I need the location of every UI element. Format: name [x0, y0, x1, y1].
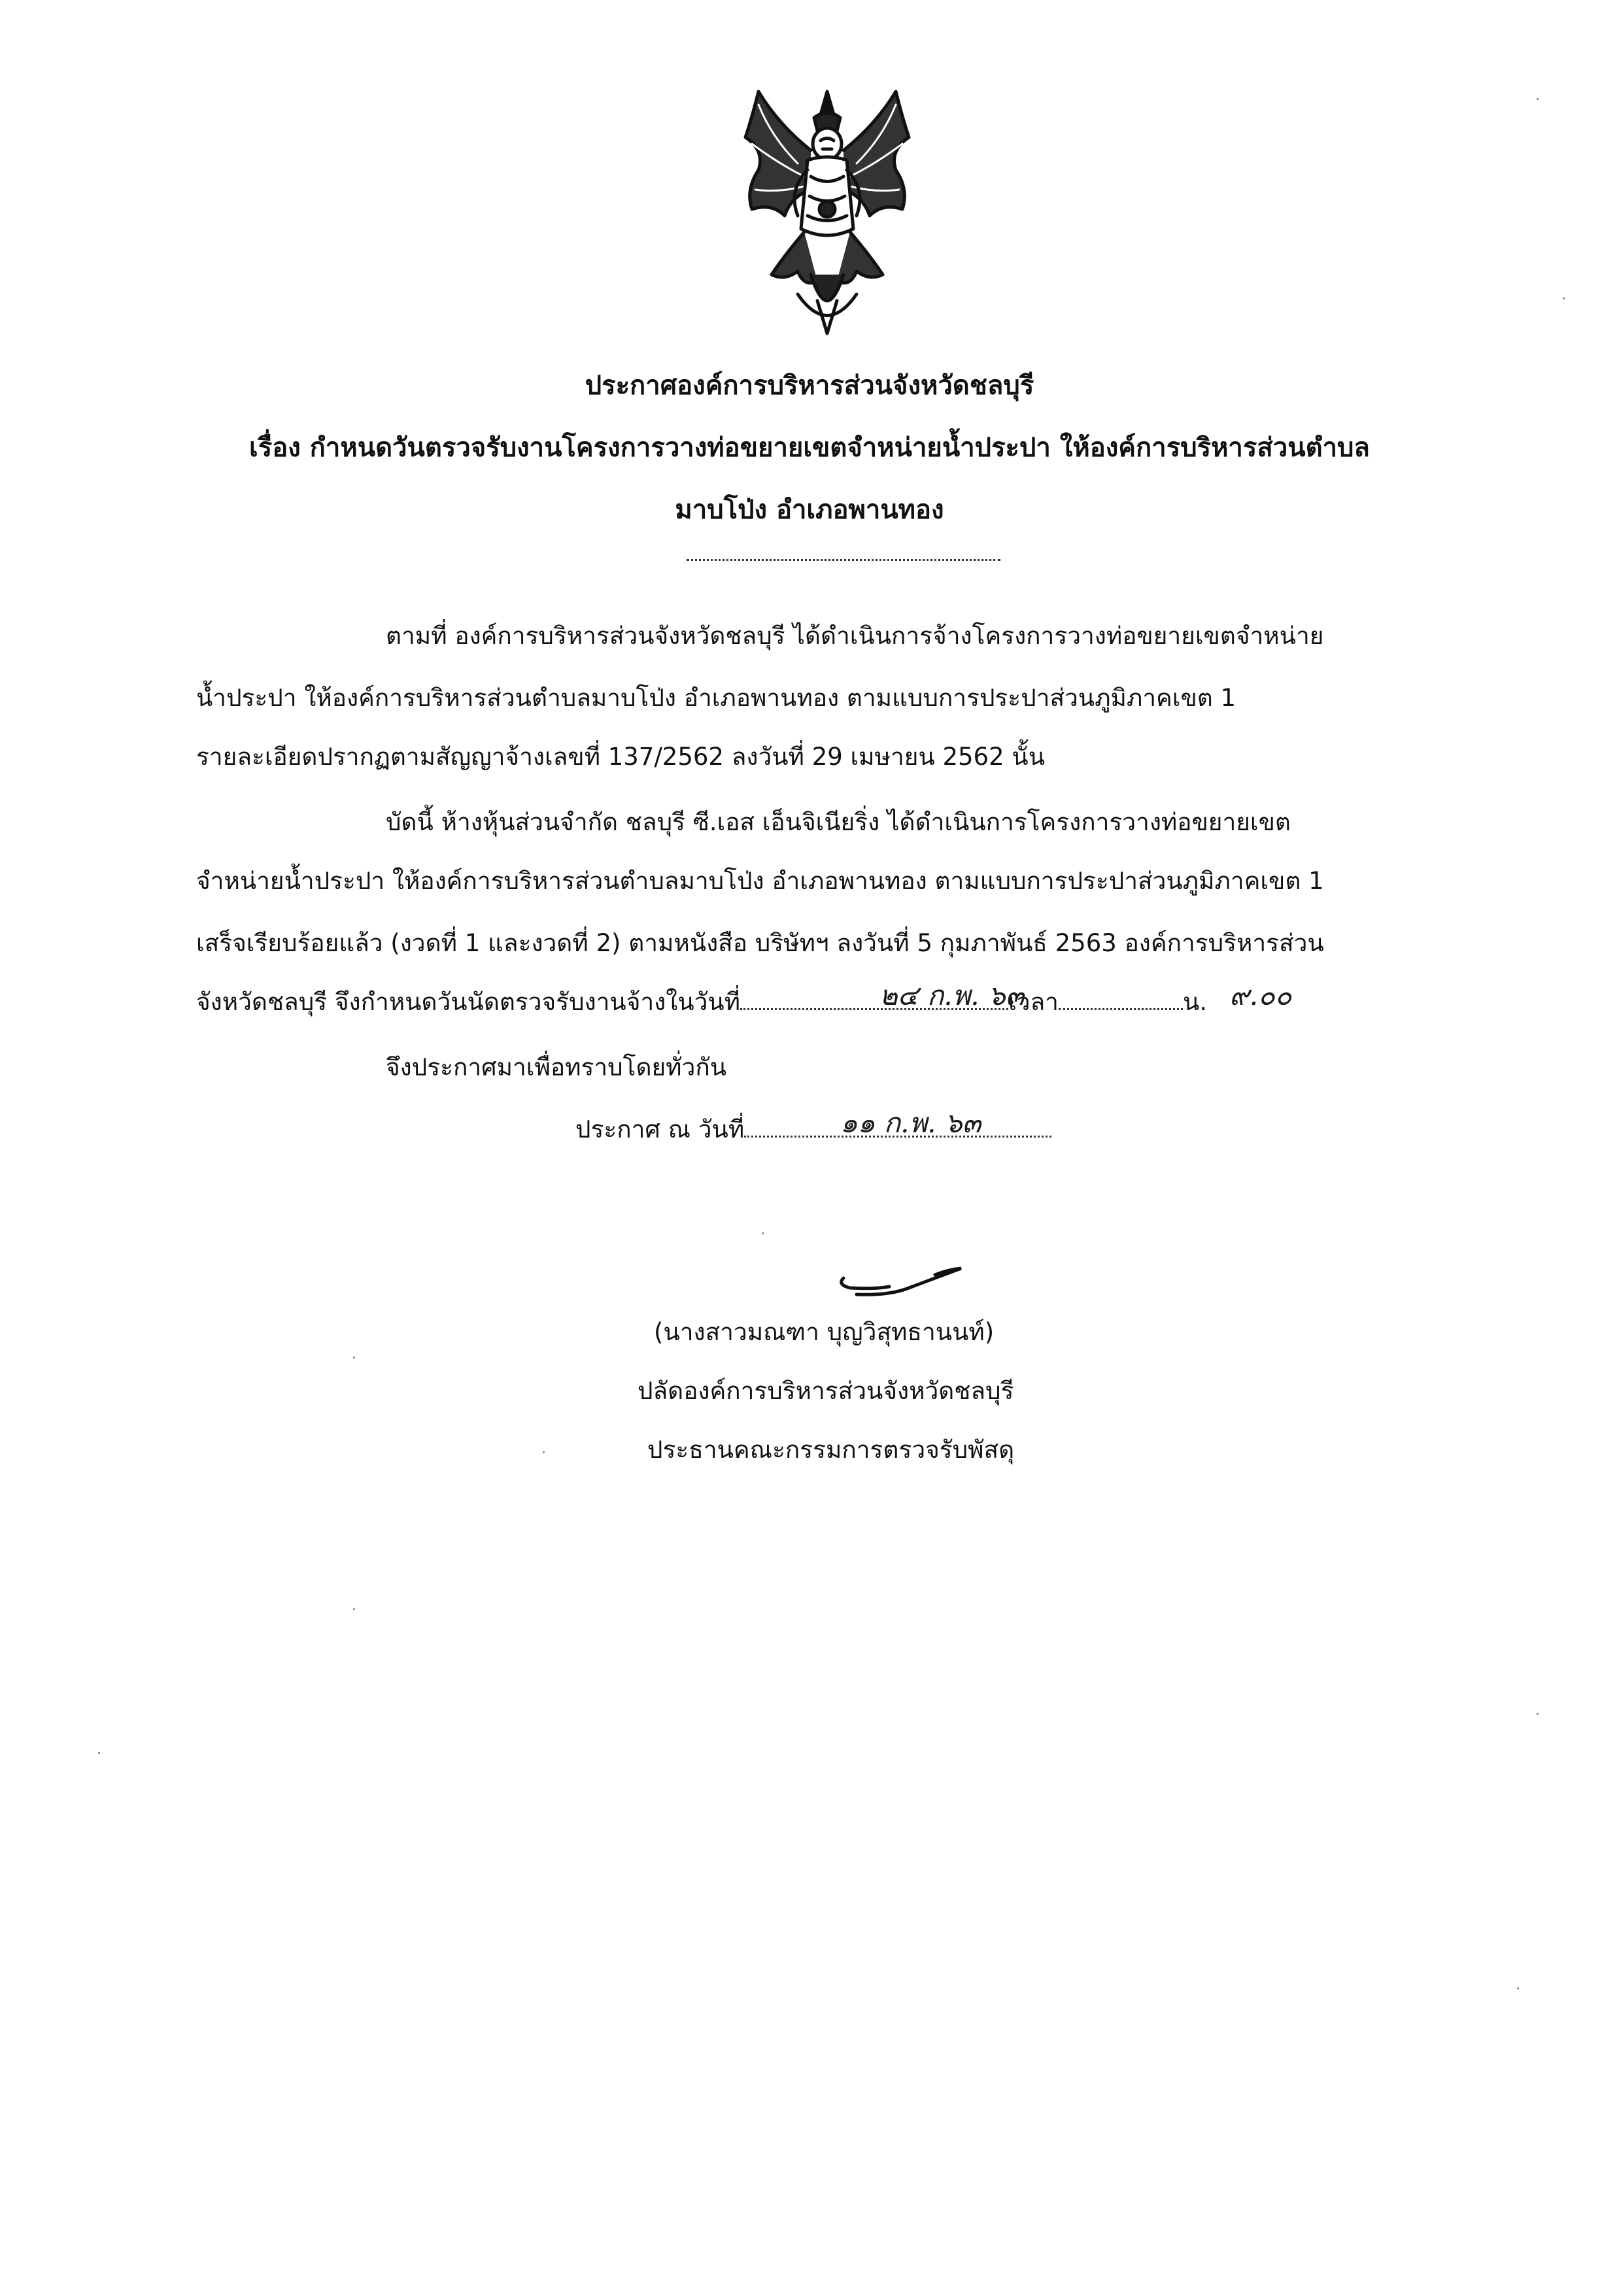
scan-speck	[1537, 98, 1539, 100]
subject-line-1: เรื่อง กำหนดวันตรวจรับงานโครงการวางท่อขยายเขตจำหน่ายน้ำประปา ให้องค์การบริหารส่วนตำบล	[249, 433, 1370, 463]
paragraph1-line2: น้ำประปา ให้องค์การบริหารส่วนตำบลมาบโป่ง อำเภอพานทอง ตามแบบการประปาส่วนภูมิภาคเขต 1	[196, 684, 1236, 712]
time-unit: น.	[1182, 988, 1208, 1016]
separator-dotted-line	[687, 559, 1000, 561]
signatory-position: ปลัดองค์การบริหารส่วนจังหวัดชลบุรี	[638, 1377, 1014, 1405]
announce-date-label: ประกาศ ณ วันที่	[575, 1115, 745, 1143]
signatory-role: ประธานคณะกรรมการตรวจรับพัสดุ	[647, 1436, 1015, 1464]
garuda-emblem	[732, 78, 922, 340]
paragraph2-line3: เสร็จเรียบร้อยแล้ว (งวดที่ 1 และงวดที่ 2) ตามหนังสือ บริษัทฯ ลงวันที่ 5 กุมภาพันธ์ 2563 องค์การบริหารส่วน	[196, 929, 1324, 957]
scan-speck	[98, 1752, 100, 1754]
paragraph2-line2: จำหน่ายน้ำประปา ให้องค์การบริหารส่วนตำบลมาบโป่ง อำเภอพานทอง ตามแบบการประปาส่วนภูมิภาคเขต 1	[196, 867, 1324, 895]
closing-statement: จึงประกาศมาเพื่อทราบโดยทั่วกัน	[386, 1053, 727, 1081]
paragraph2-line4	[196, 984, 1207, 1021]
document-title: ประกาศองค์การบริหารส่วนจังหวัดชลบุรี	[585, 371, 1034, 401]
scan-speck	[353, 1608, 355, 1610]
handwritten-inspection-date: ๒๔ ก.พ. ๖๓	[879, 979, 1025, 1011]
inspection-date-label: จังหวัดชลบุรี จึงกำหนดวันนัดตรวจรับงานจ้างในวันที่	[196, 988, 741, 1016]
scan-speck	[1563, 297, 1565, 299]
scan-speck	[762, 1232, 764, 1234]
time-field	[1059, 985, 1183, 1010]
paragraph1-line1: ตามที่ องค์การบริหารส่วนจังหวัดชลบุรี ได้ดำเนินการจ้างโครงการวางท่อขยายเขตจำหน่าย	[386, 622, 1324, 650]
paragraph2-line1: บัดนี้ ห้างหุ้นส่วนจำกัด ชลบุรี ซี.เอส เอ็นจิเนียริ่ง ได้ดำเนินการโครงการวางท่อขยายเขต	[386, 808, 1291, 836]
handwritten-announce-date: ๑๑ ก.พ. ๖๓	[840, 1107, 981, 1139]
time-label: เวลา	[1008, 988, 1059, 1016]
scan-speck	[1517, 1987, 1519, 1989]
scan-speck	[1537, 1713, 1539, 1715]
scan-speck	[543, 1451, 545, 1453]
signatory-name: (นางสาวมณฑา บุญวิสุทธานนท์)	[654, 1318, 995, 1346]
handwritten-inspection-time: ๙.๐๐	[1229, 979, 1292, 1011]
subject-line-2: มาบโป่ง อำเภอพานทอง	[675, 495, 944, 525]
handwritten-signature	[830, 1249, 981, 1314]
paragraph1-line3: รายละเอียดปรากฏตามสัญญาจ้างเลขที่ 137/2562 ลงวันที่ 29 เมษายน 2562 นั้น	[196, 743, 1045, 771]
scan-speck	[353, 1357, 355, 1359]
